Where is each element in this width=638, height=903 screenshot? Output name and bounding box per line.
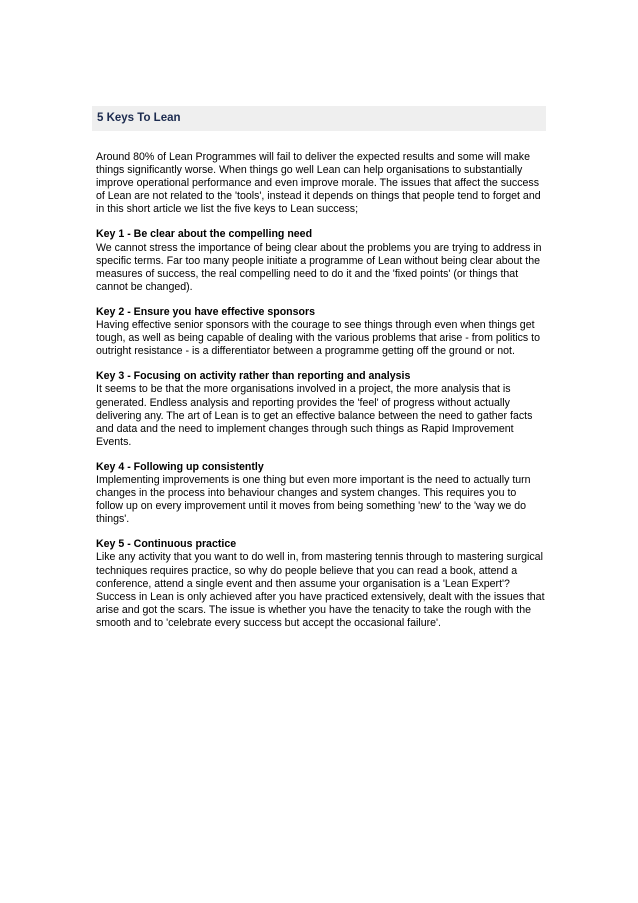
key-section-5 — [96, 538, 546, 630]
key-body: It seems to be that the more organisations involved in a project, the more analysis that is generated. Endless analysis and reporting provides the 'feel' of progress without actually delivering any. The art of Lean is to get an effective balance between the need to gather facts and data and the need to implement changes through such things as Rapid Improvement Events. — [96, 383, 533, 448]
key-body: Having effective senior sponsors with the courage to see things through even when things get tough, as well as being capable of dealing with the various problems that arise - from politics to outright resistance - is a differentiator between a programme getting off the ground or not. — [96, 319, 540, 358]
key-section-2 — [96, 306, 546, 358]
key-section-3 — [96, 370, 546, 449]
key-heading: Key 5 - Continuous practice — [96, 538, 237, 551]
title-bar — [92, 106, 546, 131]
key-body: We cannot stress the importance of being clear about the problems you are trying to address in specific terms. Far too many people initiate a programme of Lean without being clear about the measures of success, the real compelling need to do it and the 'fixed points' (or things that cannot be changed). — [96, 241, 542, 293]
key-body: Like any activity that you want to do well in, from mastering tennis through to mastering surgical techniques requires practice, so why do people believe that you can read a book, attend a conference, attend a single event and then assume your organisation is a 'Lean Expert'? Success in Lean is only achieved after you have practiced extensively, dealt with the issues that arise and got the scars. The issue is whether you have the tenacity to take the rough with the smooth and to 'celebrate every success but accept the occasional failure'. — [96, 551, 545, 629]
key-body: Implementing improvements is one thing but even more important is the need to actually turn changes in the process into behaviour changes and system changes. This requires you to follow up on every improvement until it moves from being something 'new' to the 'way we do things'. — [96, 473, 531, 526]
key-section-4 — [96, 461, 546, 526]
key-heading: Key 1 - Be clear about the compelling need — [96, 228, 313, 241]
key-section-1 — [96, 228, 546, 293]
intro-paragraph: Around 80% of Lean Programmes will fail to deliver the expected results and some will make things significantly worse. When things go well Lean can help organisations to substantially improve operational performance and even improve morale. The issues that affect the success of Lean are not related to the 'tools', instead it depends on things that people tend to forget and in this short article we list the five keys to Lean success; — [96, 151, 541, 216]
key-heading: Key 2 - Ensure you have effective sponsors — [96, 305, 316, 318]
key-heading: Key 3 - Focusing on activity rather than reporting and analysis — [96, 370, 411, 383]
page-title: 5 Keys To Lean — [97, 112, 181, 124]
key-heading: Key 4 - Following up consistently — [96, 460, 264, 473]
article-content — [96, 151, 546, 642]
